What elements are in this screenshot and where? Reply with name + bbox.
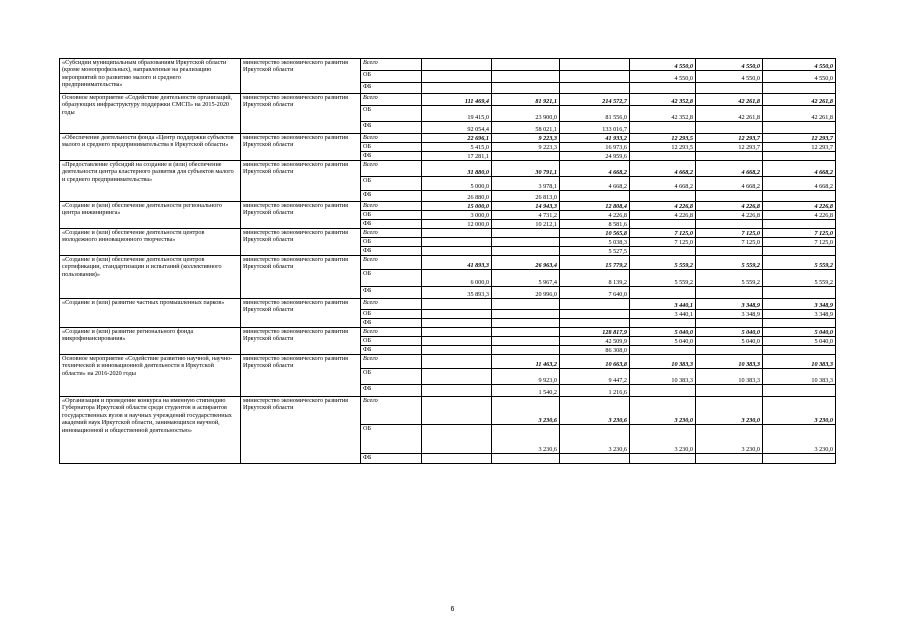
- amount-cell: [630, 385, 696, 397]
- measure-name: «Создание и (или) обеспечение деятельности центров молодежного инновационного творчества»: [60, 229, 241, 256]
- amount-cell: [763, 191, 836, 202]
- amount-cell: [763, 287, 836, 299]
- amount-cell: [422, 238, 492, 247]
- amount-cell: 214 572,7: [560, 94, 630, 106]
- amount-cell: [763, 247, 836, 256]
- budget-table: [59, 58, 836, 464]
- measure-name: Основное мероприятие «Содействие деятельности организаций, образующих инфраструктуру поддержки СМСП» на 2015-2020 годы: [60, 94, 241, 134]
- measure-name: «Создание и (или) развитие частных промышленных парков»: [60, 299, 241, 328]
- page-number: 6: [450, 606, 455, 613]
- amount-cell: 3 230,6: [492, 425, 560, 454]
- amount-cell: 4 226,8: [696, 202, 763, 211]
- amount-cell: 42 261,8: [696, 106, 763, 122]
- amount-cell: [630, 454, 696, 464]
- amount-cell: [630, 191, 696, 202]
- amount-cell: 9 447,2: [560, 369, 630, 385]
- amount-cell: [492, 238, 560, 247]
- funding-source: Всего: [361, 229, 422, 238]
- amount-cell: [696, 454, 763, 464]
- amount-cell: 4 226,8: [630, 211, 696, 220]
- amount-cell: 4 226,8: [763, 202, 836, 211]
- amount-cell: 42 352,8: [630, 106, 696, 122]
- amount-cell: 4 668,2: [696, 161, 763, 177]
- amount-cell: [763, 220, 836, 229]
- amount-cell: 4 731,2: [492, 211, 560, 220]
- responsible-org: министерство экономического развития Иркутской области: [241, 229, 361, 256]
- funding-source: ОБ: [361, 211, 422, 220]
- funding-source: ФБ: [361, 287, 422, 299]
- amount-cell: [763, 454, 836, 464]
- amount-cell: [560, 83, 630, 94]
- amount-cell: [696, 83, 763, 94]
- amount-cell: [560, 454, 630, 464]
- responsible-org: министерство экономического развития Иркутской области: [241, 161, 361, 202]
- table-row: [60, 299, 836, 310]
- amount-cell: 8 581,6: [560, 220, 630, 229]
- amount-cell: [422, 385, 492, 397]
- amount-cell: 10 383,3: [763, 369, 836, 385]
- amount-cell: [492, 229, 560, 238]
- amount-cell: 11 463,2: [492, 355, 560, 369]
- amount-cell: [422, 310, 492, 319]
- amount-cell: 4 668,2: [763, 161, 836, 177]
- funding-source: ОБ: [361, 369, 422, 385]
- amount-cell: 9 223,3: [492, 134, 560, 143]
- amount-cell: [422, 299, 492, 310]
- amount-cell: 20 996,0: [492, 287, 560, 299]
- amount-cell: [560, 310, 630, 319]
- amount-cell: 12 293,7: [696, 143, 763, 152]
- funding-source: ОБ: [361, 143, 422, 152]
- amount-cell: 3 440,1: [630, 299, 696, 310]
- table-row: [60, 355, 836, 369]
- funding-source: ФБ: [361, 346, 422, 355]
- amount-cell: 92 054,4: [422, 122, 492, 134]
- amount-cell: [492, 310, 560, 319]
- measure-name: «Создание и (или) обеспечение деятельности регионального центра инжиниринга»: [60, 202, 241, 229]
- amount-cell: [492, 152, 560, 161]
- amount-cell: 4 668,2: [630, 161, 696, 177]
- amount-cell: 10 383,3: [630, 355, 696, 369]
- amount-cell: 26 963,4: [492, 256, 560, 270]
- amount-cell: 3 230,0: [763, 425, 836, 454]
- funding-source: Всего: [361, 134, 422, 143]
- amount-cell: [422, 71, 492, 83]
- amount-cell: 3 440,1: [630, 310, 696, 319]
- amount-cell: [422, 425, 492, 454]
- responsible-org: министерство экономического развития Иркутской области: [241, 94, 361, 134]
- amount-cell: 3 230,6: [560, 425, 630, 454]
- amount-cell: [492, 299, 560, 310]
- amount-cell: 3 230,0: [763, 397, 836, 425]
- amount-cell: [422, 59, 492, 71]
- amount-cell: 10 383,3: [696, 369, 763, 385]
- amount-cell: 12 293,7: [763, 134, 836, 143]
- amount-cell: 5 040,0: [763, 337, 836, 346]
- amount-cell: [492, 454, 560, 464]
- amount-cell: 12 293,7: [696, 134, 763, 143]
- amount-cell: [630, 152, 696, 161]
- funding-source: Всего: [361, 299, 422, 310]
- amount-cell: [696, 247, 763, 256]
- amount-cell: 4 550,0: [763, 71, 836, 83]
- amount-cell: [422, 346, 492, 355]
- amount-cell: 30 791,1: [492, 161, 560, 177]
- amount-cell: 81 921,1: [492, 94, 560, 106]
- responsible-org: министерство экономического развития Иркутской области: [241, 355, 361, 397]
- funding-source: Всего: [361, 397, 422, 425]
- amount-cell: [696, 191, 763, 202]
- amount-cell: 42 261,8: [763, 106, 836, 122]
- table-row: [60, 94, 836, 106]
- measure-name: «Создание и (или) развитие регионального фонда микрофинансирования»: [60, 328, 241, 355]
- amount-cell: 3 230,0: [630, 425, 696, 454]
- amount-cell: 7 125,0: [763, 229, 836, 238]
- amount-cell: [763, 83, 836, 94]
- funding-source: ОБ: [361, 238, 422, 247]
- funding-source: ОБ: [361, 425, 422, 454]
- table-row: [60, 161, 836, 177]
- amount-cell: 9 223,3: [492, 143, 560, 152]
- funding-source: ФБ: [361, 220, 422, 229]
- amount-cell: 42 261,8: [763, 94, 836, 106]
- table-row: [60, 397, 836, 425]
- amount-cell: 6 000,0: [422, 270, 492, 287]
- amount-cell: [422, 454, 492, 464]
- amount-cell: 58 021,1: [492, 122, 560, 134]
- amount-cell: 26 813,0: [492, 191, 560, 202]
- funding-source: ФБ: [361, 247, 422, 256]
- funding-source: ФБ: [361, 83, 422, 94]
- amount-cell: 3 348,9: [763, 299, 836, 310]
- amount-cell: 81 556,0: [560, 106, 630, 122]
- amount-cell: [422, 397, 492, 425]
- amount-cell: 16 973,6: [560, 143, 630, 152]
- measure-name: Основное мероприятие «Содействие развитию научной, научно-технической и инновационной деятельности в Иркутской области» на 2016-2020 годы: [60, 355, 241, 397]
- amount-cell: 9 923,0: [492, 369, 560, 385]
- amount-cell: [422, 337, 492, 346]
- amount-cell: 4 550,0: [763, 59, 836, 71]
- amount-cell: [630, 319, 696, 328]
- amount-cell: 26 880,0: [422, 191, 492, 202]
- table-row: [60, 134, 836, 143]
- funding-source: ФБ: [361, 191, 422, 202]
- amount-cell: [696, 346, 763, 355]
- responsible-org: министерство экономического развития Иркутской области: [241, 299, 361, 328]
- amount-cell: 3 230,0: [630, 397, 696, 425]
- amount-cell: [630, 220, 696, 229]
- amount-cell: [422, 319, 492, 328]
- amount-cell: 5 000,0: [422, 177, 492, 191]
- table-row: [60, 328, 836, 337]
- amount-cell: 5 040,0: [763, 328, 836, 337]
- amount-cell: 12 000,0: [422, 220, 492, 229]
- amount-cell: 4 226,8: [630, 202, 696, 211]
- responsible-org: министерство экономического развития Иркутской области: [241, 256, 361, 299]
- funding-source: ФБ: [361, 454, 422, 464]
- amount-cell: 4 668,2: [560, 177, 630, 191]
- amount-cell: 41 893,3: [422, 256, 492, 270]
- amount-cell: 5 527,5: [560, 247, 630, 256]
- amount-cell: [560, 59, 630, 71]
- amount-cell: 15 779,2: [560, 256, 630, 270]
- responsible-org: министерство экономического развития Иркутской области: [241, 59, 361, 94]
- amount-cell: 10 383,3: [630, 369, 696, 385]
- responsible-org: министерство экономического развития Иркутской области: [241, 328, 361, 355]
- funding-source: Всего: [361, 256, 422, 270]
- amount-cell: 3 230,0: [696, 397, 763, 425]
- amount-cell: 35 893,3: [422, 287, 492, 299]
- amount-cell: 17 281,1: [422, 152, 492, 161]
- amount-cell: 10 565,8: [560, 229, 630, 238]
- amount-cell: 3 348,9: [763, 310, 836, 319]
- funding-source: ФБ: [361, 152, 422, 161]
- funding-source: Всего: [361, 59, 422, 71]
- amount-cell: 42 509,9: [560, 337, 630, 346]
- amount-cell: [763, 122, 836, 134]
- amount-cell: [492, 328, 560, 337]
- amount-cell: [492, 319, 560, 328]
- amount-cell: 31 880,0: [422, 161, 492, 177]
- amount-cell: 4 668,2: [630, 177, 696, 191]
- amount-cell: 3 230,6: [560, 397, 630, 425]
- funding-source: ОБ: [361, 177, 422, 191]
- amount-cell: 4 550,0: [696, 71, 763, 83]
- amount-cell: 133 016,7: [560, 122, 630, 134]
- amount-cell: 1 216,6: [560, 385, 630, 397]
- amount-cell: 5 040,0: [630, 337, 696, 346]
- amount-cell: 4 226,8: [763, 211, 836, 220]
- amount-cell: [492, 346, 560, 355]
- amount-cell: 4 668,2: [763, 177, 836, 191]
- amount-cell: [422, 83, 492, 94]
- measure-name: «Обеспечение деятельности фонда «Центр поддержки субъектов малого и среднего предпринимательства в Иркутской области»: [60, 134, 241, 161]
- amount-cell: 5 559,2: [630, 270, 696, 287]
- amount-cell: 4 550,0: [630, 59, 696, 71]
- amount-cell: [630, 83, 696, 94]
- amount-cell: [696, 152, 763, 161]
- amount-cell: 111 469,4: [422, 94, 492, 106]
- amount-cell: 4 226,8: [560, 211, 630, 220]
- amount-cell: 12 293,5: [630, 143, 696, 152]
- amount-cell: 12 293,5: [630, 134, 696, 143]
- amount-cell: [492, 247, 560, 256]
- funding-source: ОБ: [361, 310, 422, 319]
- funding-source: ФБ: [361, 319, 422, 328]
- amount-cell: [696, 220, 763, 229]
- amount-cell: 10 212,1: [492, 220, 560, 229]
- funding-source: ФБ: [361, 385, 422, 397]
- amount-cell: 22 696,1: [422, 134, 492, 143]
- amount-cell: [696, 319, 763, 328]
- amount-cell: 14 943,3: [492, 202, 560, 211]
- amount-cell: 7 640,0: [560, 287, 630, 299]
- amount-cell: 5 559,2: [696, 270, 763, 287]
- amount-cell: 5 559,2: [763, 270, 836, 287]
- table-row: [60, 59, 836, 71]
- amount-cell: 12 293,7: [763, 143, 836, 152]
- amount-cell: 3 000,0: [422, 211, 492, 220]
- amount-cell: 4 668,2: [696, 177, 763, 191]
- amount-cell: 42 261,8: [696, 94, 763, 106]
- amount-cell: 5 559,2: [763, 256, 836, 270]
- amount-cell: 7 125,0: [696, 229, 763, 238]
- amount-cell: 5 038,3: [560, 238, 630, 247]
- amount-cell: [492, 337, 560, 346]
- amount-cell: 15 000,0: [422, 202, 492, 211]
- amount-cell: [763, 346, 836, 355]
- amount-cell: 24 959,6: [560, 152, 630, 161]
- amount-cell: [422, 328, 492, 337]
- measure-name: «Субсидии муниципальным образованиям Иркутской области (кроме монопрофильных), направленные на реализацию мероприятий по развитию малого и среднего предпринимательства»: [60, 59, 241, 94]
- amount-cell: 3 978,1: [492, 177, 560, 191]
- amount-cell: 12 808,4: [560, 202, 630, 211]
- measure-name: «Организация и проведение конкурса на именную стипендию Губернатора Иркутской области среди студентов и аспирантов государственных вузов и научных учреждений государственных академий наук Иркутской области, занимающихся научной, инновационной и общественной деятельностью»: [60, 397, 241, 464]
- amount-cell: 4 226,8: [696, 211, 763, 220]
- amount-cell: 19 415,0: [422, 106, 492, 122]
- funding-source: Всего: [361, 355, 422, 369]
- amount-cell: 5 415,0: [422, 143, 492, 152]
- amount-cell: [422, 229, 492, 238]
- funding-source: ОБ: [361, 106, 422, 122]
- amount-cell: [763, 152, 836, 161]
- amount-cell: 7 125,0: [630, 238, 696, 247]
- funding-source: ОБ: [361, 71, 422, 83]
- amount-cell: 128 817,9: [560, 328, 630, 337]
- table-row: [60, 202, 836, 211]
- amount-cell: 1 540,2: [492, 385, 560, 397]
- amount-cell: 4 668,2: [560, 161, 630, 177]
- amount-cell: 42 352,8: [630, 94, 696, 106]
- amount-cell: [696, 122, 763, 134]
- amount-cell: 3 348,9: [696, 310, 763, 319]
- amount-cell: 7 125,0: [630, 229, 696, 238]
- amount-cell: 3 230,6: [492, 397, 560, 425]
- amount-cell: 5 967,4: [492, 270, 560, 287]
- table-row: [60, 229, 836, 238]
- amount-cell: 7 125,0: [696, 238, 763, 247]
- amount-cell: [763, 319, 836, 328]
- amount-cell: 5 040,0: [696, 337, 763, 346]
- amount-cell: 5 559,2: [696, 256, 763, 270]
- amount-cell: [492, 83, 560, 94]
- amount-cell: 10 383,3: [763, 355, 836, 369]
- responsible-org: министерство экономического развития Иркутской области: [241, 397, 361, 464]
- funding-source: Всего: [361, 94, 422, 106]
- amount-cell: 10 383,3: [696, 355, 763, 369]
- amount-cell: 10 663,8: [560, 355, 630, 369]
- amount-cell: [560, 71, 630, 83]
- amount-cell: 4 550,0: [696, 59, 763, 71]
- amount-cell: 8 139,2: [560, 270, 630, 287]
- responsible-org: министерство экономического развития Иркутской области: [241, 202, 361, 229]
- amount-cell: 5 040,0: [696, 328, 763, 337]
- amount-cell: [492, 59, 560, 71]
- amount-cell: [630, 346, 696, 355]
- amount-cell: 86 308,0: [560, 346, 630, 355]
- amount-cell: [560, 319, 630, 328]
- amount-cell: [422, 247, 492, 256]
- amount-cell: [630, 122, 696, 134]
- table-row: [60, 256, 836, 270]
- amount-cell: 3 230,0: [696, 425, 763, 454]
- amount-cell: [630, 247, 696, 256]
- amount-cell: [696, 287, 763, 299]
- amount-cell: 23 900,0: [492, 106, 560, 122]
- amount-cell: 5 040,0: [630, 328, 696, 337]
- amount-cell: 4 550,0: [630, 71, 696, 83]
- amount-cell: [560, 191, 630, 202]
- amount-cell: [492, 71, 560, 83]
- amount-cell: 5 559,2: [630, 256, 696, 270]
- amount-cell: [422, 355, 492, 369]
- measure-name: «Создание и (или) обеспечение деятельности центров сертификации, стандартизации и испытаний (коллективного пользования)»: [60, 256, 241, 299]
- amount-cell: [422, 369, 492, 385]
- amount-cell: [696, 385, 763, 397]
- amount-cell: [763, 385, 836, 397]
- funding-source: ОБ: [361, 270, 422, 287]
- amount-cell: 7 125,0: [763, 238, 836, 247]
- funding-source: ФБ: [361, 122, 422, 134]
- amount-cell: [630, 287, 696, 299]
- responsible-org: министерство экономического развития Иркутской области: [241, 134, 361, 161]
- funding-source: Всего: [361, 202, 422, 211]
- funding-source: ОБ: [361, 337, 422, 346]
- amount-cell: 41 933,2: [560, 134, 630, 143]
- amount-cell: 3 348,9: [696, 299, 763, 310]
- funding-source: Всего: [361, 328, 422, 337]
- measure-name: «Предоставление субсидий на создание и (или) обеспечение деятельности центра кластерного развития для субъектов малого и среднего предпринимательства»: [60, 161, 241, 202]
- funding-source: Всего: [361, 161, 422, 177]
- amount-cell: [560, 299, 630, 310]
